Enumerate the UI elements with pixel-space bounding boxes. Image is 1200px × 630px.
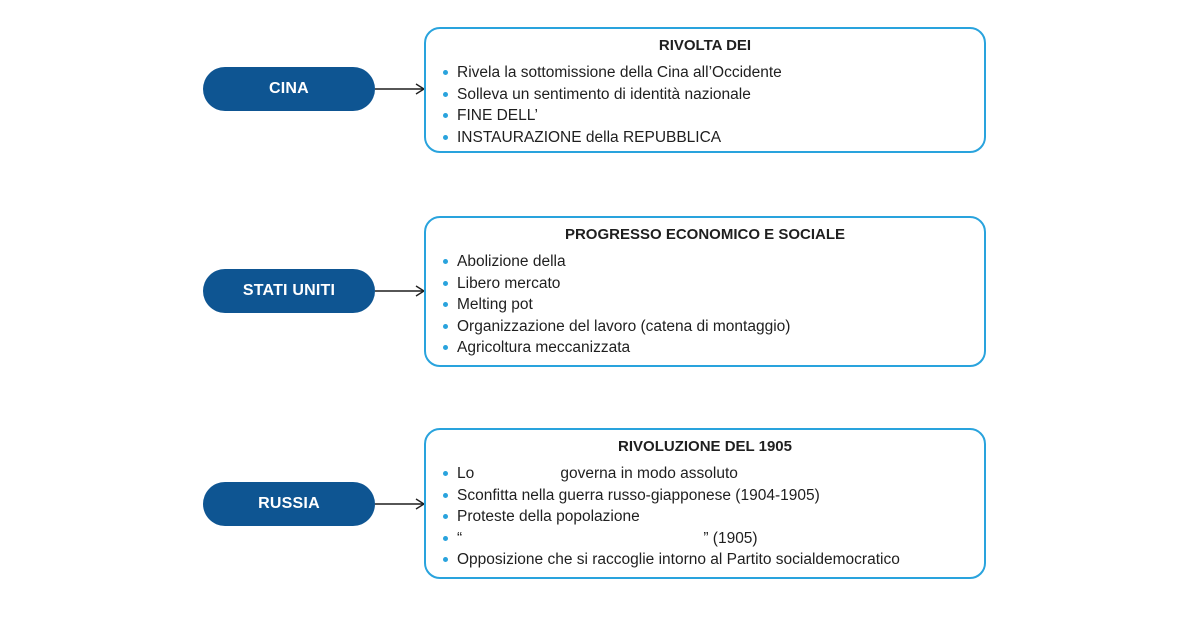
- box-title: RIVOLTA DEI: [658, 37, 752, 54]
- list-item: FINE DELL’: [442, 105, 968, 127]
- bullet-list: [442, 463, 968, 571]
- bullet-list: [442, 251, 968, 359]
- box-title: PROGRESSO ECONOMICO E SOCIALE: [564, 226, 846, 243]
- info-box-cina: [424, 27, 986, 153]
- arrow-right-icon: [375, 284, 427, 298]
- box-title: RIVOLUZIONE DEL 1905: [618, 438, 792, 455]
- list-item: Sconfitta nella guerra russo-giapponese (1904-1905): [442, 485, 968, 507]
- list-item: Abolizione della: [442, 251, 968, 273]
- arrow-right-icon: [375, 497, 427, 511]
- list-item: “ ” (1905): [442, 528, 968, 550]
- list-item: Solleva un sentimento di identità nazionale: [442, 84, 968, 106]
- info-box-stati-uniti: [424, 216, 986, 367]
- list-item: INSTAURAZIONE della REPUBBLICA: [442, 127, 968, 149]
- list-item: Opposizione che si raccoglie intorno al Partito socialdemocratico: [442, 549, 968, 571]
- country-pill-cina: CINA: [203, 67, 375, 111]
- info-box-russia: [424, 428, 986, 579]
- arrow-right-icon: [375, 82, 427, 96]
- list-item: Agricoltura meccanizzata: [442, 337, 968, 359]
- list-item: Libero mercato: [442, 273, 968, 295]
- country-pill-stati-uniti: STATI UNITI: [203, 269, 375, 313]
- list-item: Lo governa in modo assoluto: [442, 463, 968, 485]
- bullet-list: [442, 62, 968, 148]
- list-item: Proteste della popolazione: [442, 506, 968, 528]
- list-item: Melting pot: [442, 294, 968, 316]
- list-item: Rivela la sottomissione della Cina all’Occidente: [442, 62, 968, 84]
- country-pill-russia: RUSSIA: [203, 482, 375, 526]
- list-item: Organizzazione del lavoro (catena di montaggio): [442, 316, 968, 338]
